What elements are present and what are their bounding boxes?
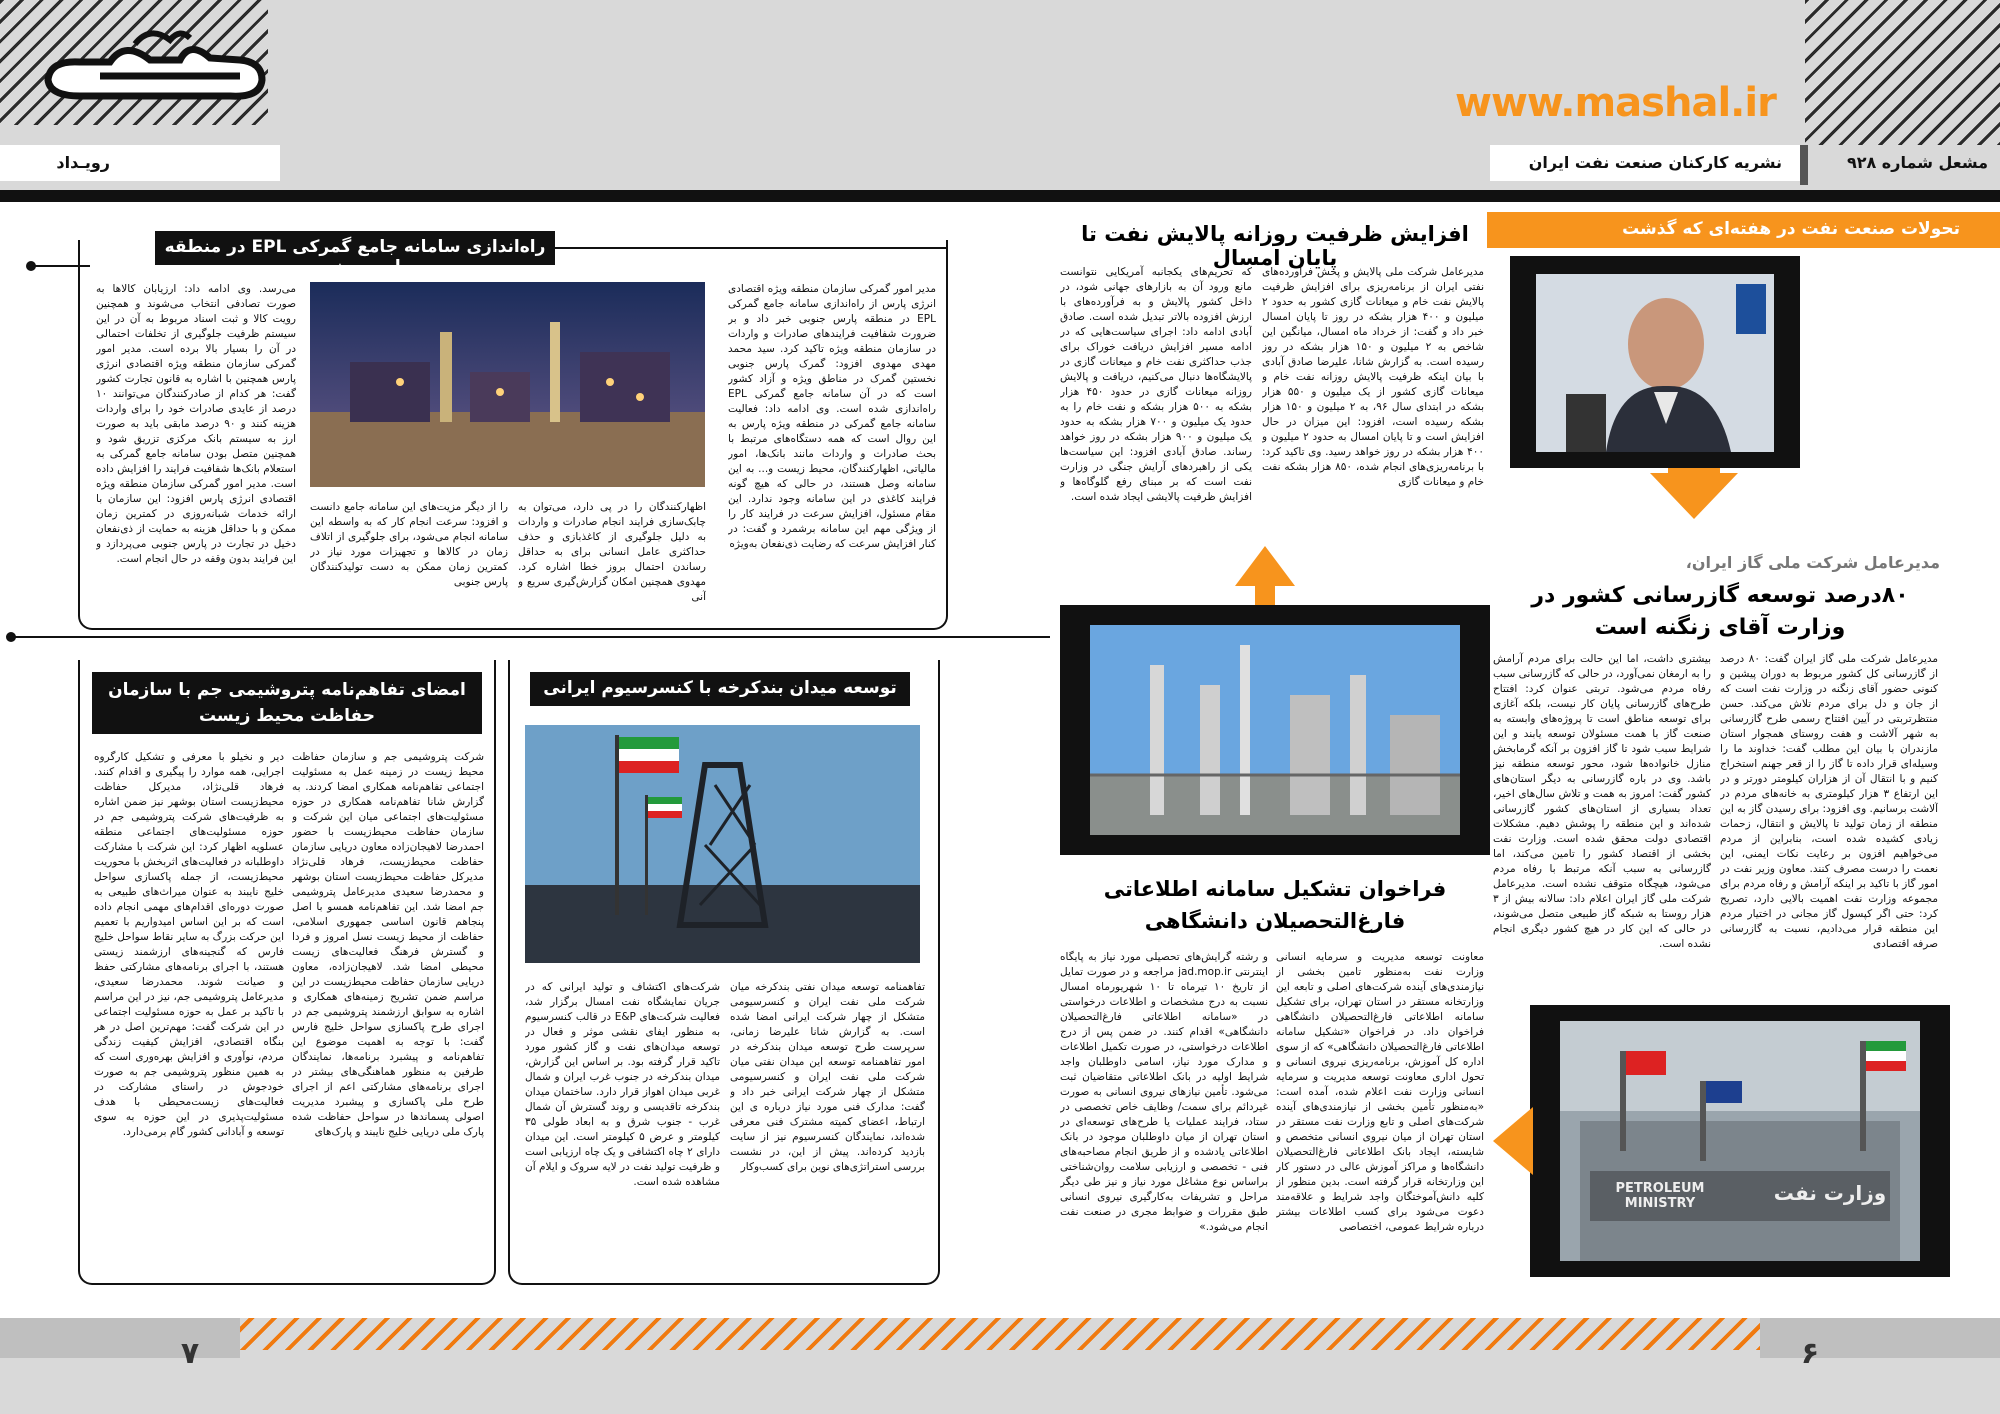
- epl-frame-dot: [26, 261, 36, 271]
- epl-photo: [310, 282, 705, 487]
- middle-rule: [10, 636, 1050, 638]
- epl-frame-rule-left: [30, 265, 90, 267]
- site-url[interactable]: www.mashal.ir: [1455, 80, 1776, 126]
- footer-band: [0, 1350, 2000, 1414]
- university-headline: فراخوان تشکیل سامانه اطلاعاتی فارغ‌التحصیلان دانشگاهی: [1103, 877, 1447, 933]
- ministry-sign-latin: PETROLEUM MINISTRY: [1615, 1181, 1705, 1211]
- ministry-building-photo: [1560, 1021, 1920, 1261]
- publication-name: نشریه کارکنان صنعت نفت ایران: [1490, 145, 1800, 181]
- gas-headline: ۸۰درصد توسعه گازرسانی کشور در وزارت آقای زنگنه است: [1531, 583, 1909, 640]
- jam-headline: امضای تفاهم‌نامه پتروشیمی جم با سازمان حفاظت محیط زیست: [92, 672, 482, 734]
- section-banner: [1487, 212, 2000, 248]
- arrow-down-icon: [1650, 473, 1738, 519]
- refinery-col-1: مدیرعامل شرکت ملی پالایش و پخش فرآورده‌های نفتی ایران از برنامه‌ریزی برای افزایش ظرفیت پالایش نفت خام و میعانات گازی کشور به حدود ۲ میلیون و ۴۰۰ هزار بشکه در روز تا پایان امسال خبر داد و گفت: از خرداد ماه امسال، میانگین این شاخص به ۲ میلیون و ۱۵۰ هزار بشکه در روز رسیده است. به گزارش شانا، علیرضا صادق آبادی با بیان اینکه ظرفیت پالایش روزانه نفت خام و میعانات گازی کشور از یک میلیون و ۵۵۰ هزار بشکه در ابتدای سال ۹۶، به ۲ میلیون و ۱۵۰ هزار بشکه رسیده است، افزود: این میزان در حال افزایش است و تا پایان امسال به حدود ۲ میلیون و ۴۰۰ هزار بشکه در روز خواهد رسید. وی تاکید کرد: با برنامه‌ریزی‌های انجام شده، ۸۵۰ هزار بشکه نفت خام و میعانات گازی: [1262, 266, 1484, 488]
- bandar-rig-photo: [525, 725, 920, 963]
- page-number-left: ۷: [180, 1336, 200, 1371]
- gas-ceo-photo: [1536, 274, 1774, 452]
- bandar-col-1: تفاهمنامه توسعه میدان نفتی بندکرخه میان شرکت ملی نفت ایران و کنسرسیومی متشکل از چهار شرکت ایرانی امضا شده است. به گزارش شانا علیرضا زمانی، سرپرست طرح توسعه میدان بندکرخه در امور تفاهمنامه توسعه این میدان نفتی میان شرکت ملی نفت ایران و کنسرسیومی متشکل از چهار شرکت ایرانی خبر داد و گفت: مدارک فنی مورد نیاز درباره ی این ارتباط، اعضای کمیته مشترک فنی معرفی شده‌اند، نمایندگان کنسرسیوم نیز از سایت بازدید کرده‌اند. پیش از این، در نشست بررسی استراتژی‌های نوین برای کسب‌وکار: [730, 981, 925, 1173]
- arrow-left-icon: [1493, 1107, 1533, 1175]
- jam-col-2: دیر و نخیلو با معرفی و تشکیل کارگروه اجرایی، همه موارد را پیگیری و اقدام کنند. فرهاد قلی‌نژاد، مدیرکل حفاظت محیط‌زیست استان بوشهر نیز ضمن اشاره به ظرفیت‌های شرکت پتروشیمی جم در حوزه مسئولیت‌های اجتماعی منطقه عسلویه اظهار کرد: این شرکت با مشارکت داوطلبانه در فعالیت‌های اثربخش با محوریت محیط‌زیست، از جمله پاکسازی سواحل خلیج نایبند به عنوان میراث‌های طبیعی به صورت دوره‌ای اقدام‌های مهمی انجام داده است که بر این اساس امیدواریم با تعمیم این حرکت بزرگ به سایر نقاط سواحل خلیج فارس که گنجینه‌های ارزشمند زیستی هستند، با اجرای برنامه‌های مشارکتی حفظ و صیانت شوند. محمدرضا سعیدی، مدیرعامل پتروشیمی جم، نیز در این مراسم با تاکید بر عمل به حوزه مسئولیت اجتماعی در این شرکت گفت: مهم‌ترین اصل در هر بنگاه اقتصادی، افزایش کیفیت زندگی مردم، نوآوری و افزایش بهره‌وری است که به همین منظور پتروشیمی جم به صورت خودجوش در راستای مشارکت در فعالیت‌های زیست‌محیطی با هدف مسئولیت‌پذیری در این حوزه به سوی توسعه و آبادانی کشور گام برمی‌دارد.: [94, 751, 284, 1138]
- gas-col-2: بیشتری داشت، اما این حالت برای مردم آرامش را به ارمغان نمی‌آورد، در حالی که گازرسانی سبب رفاه مردم می‌شود. تربتی عنوان کرد: افتتاح طرح‌های گازرسانی پایان کار نیست، بلکه آغازی برای توسعه مناطق است تا پروژه‌های وابسته به صنعت گاز با همت مسئولان توسعه یابند و این شرایط سبب شود تا گاز افزون بر آنکه گرمابخش منازل خانواده‌ها شود، محور توسعه منطقه نیز باشد. وی در باره گازرسانی به دیگر استان‌های کشور گفت: امروز به همت و تلاش سال‌های اخیر، تعداد بسیاری از استان‌های کشور گازرسانی شده‌اند و این منطقه را پوشش دهیم. مشکلات اقتصادی دولت محقق شده است. وزارت نفت بخشی از اقتصاد کشور را تامین می‌کند، اما گازرسانی به سبب آنکه مرتبط با رفاه مردم می‌شود، هیچگاه متوقف نشده است. مدیرعامل شرکت ملی گاز ایران اعلام داد: سالانه بیش از ۳ هزار روستا به شبکه گاز طبیعی متصل می‌شوند، در حالی که این کار در هیچ کشور دیگری انجام نشده است.: [1493, 653, 1711, 950]
- bandar-col-2: شرکت‌های اکتشاف و تولید ایرانی که در جریان نمایشگاه نفت امسال برگزار شد، فعالیت شرکت‌های E&P در قالب کنسرسیوم به منظور ایفای نقشی موثر و فعال در توسعه میدان‌های نفت و گاز کشور مورد تاکید قرار گرفته بود. بر اساس این گزارش، میدان بندکرخه در جنوب غرب ایران و شمال غربی میدان اهواز قرار دارد. ساختمان میدان بندکرخه تاقدیسی و روند گسترش آن شمال غرب - جنوب شرق و به ابعاد طولی ۳۵ کیلومتر و عرض ۵ کیلومتر است. این میدان دارای ۲ چاه اکتشافی و یک چاه ارزیابی است و ظرفیت تولید نفت در لایه سروک و ایلام آن مشاهده شده است.: [525, 981, 720, 1188]
- refinery-headline: افزایش ظرفیت روزانه پالایش نفت تا پایان امسال: [1081, 222, 1469, 270]
- issue-number: مشعل شماره ۹۲۸: [1846, 153, 1988, 172]
- university-col-1: معاونت توسعه مدیریت و سرمایه انسانی وزارت نفت به‌منظور تامین بخشی از نیازمندی‌های آینده شرکت‌های اصلی و تابعه این وزارتخانه مستقر در استان تهران، برای تشکیل سامانه اطلاعاتی فارغ‌التحصیلان دانشگاهی فراخوان داد. در فراخوان «تشکیل سامانه اطلاعاتی فارغ‌التحصیلان دانشگاهی» که از سوی اداره کل آموزش، برنامه‌ریزی نیروی انسانی و تحول اداری معاونت توسعه مدیریت و سرمایه انسانی وزارت نفت اعلام شده، آمده است: «به‌منظور تأمین بخشی از نیازمندی‌های آینده شرکت‌های اصلی و تابع وزارت نفت مستقر در استان تهران از میان نیروی انسانی متخصص و شایسته، ایجاد بانک اطلاعاتی فارغ‌التحصیلان دانشگاه‌ها و مراکز آموزش عالی در دستور کار این وزارتخانه قرار گرفته است. بدین منظور از کلیه دانش‌آموختگان واجد شرایط و علاقه‌مند دعوت می‌شود برای کسب اطلاعات بیشتر درباره شرایط عمومی، اختصاصی: [1276, 951, 1484, 1233]
- photo-frame-refinery: [1060, 605, 1490, 855]
- epl-col-1: مدیر امور گمرکی سازمان منطقه ویژه اقتصادی انرژی پارس از راه‌اندازی سامانه جامع گمرکی EPL در منطقه پارس جنوبی خبر داد و بر ضرورت شفافیت فرایندهای صادرات و واردات در سازمان منطقه ویژه تاکید کرد. سید محمد مهدی مهدوی افزود: گمرک پارس جنوبی نخستین گمرک در مناطق ویژه و آزاد کشور است که در آن سامانه جامع گمرکی EPL راه‌اندازی شده است. وی ادامه داد: فعالیت سامانه جامع گمرکی در منطقه ویژه پارس به این روال است که همه دستگاه‌های مرتبط با بحث صادرات و واردات مانند بانک‌ها، امور مالیاتی، اظهارکنندگان، محیط زیست و... به این سامانه وصل هستند، در حالی که هیچ گونه فرایند کاغذی در این سامانه وجود ندارد. این مقام مسئول، افزایش سرعت در فرایند کار را از ویژگی مهم این سامانه برشمرد و گفت: در کنار افزایش سرعت که رضایت ذی‌نفعان به‌ویژه: [728, 283, 936, 550]
- arrow-up-stem: [1255, 584, 1275, 606]
- header-hatch-right: [1805, 0, 2000, 145]
- refinery-col-2: که تحریم‌های یکجانبه آمریکایی نتوانست مانع ورود آن به بازارهای جهانی شود، در داخل کشور پالایش و به فرآورده‌های با ارزش افزوده بالاتر تبدیل شده است. صادق آبادی ادامه داد: اجرای سیاست‌هایی که در ادامه مسیر افزایش دریافت خوراک برای جذب حداکثری نفت خام و میعانات گازی در پالایشگاه‌ها دنبال می‌کنیم، دریافت و پالایش روزانه میعانات گازی در حدود ۴۵۰ هزار بشکه به ۵۰۰ هزار بشکه و نفت خام را به حدود یک میلیون و ۷۰۰ هزار بشکه به حدود یک میلیون و ۹۰۰ هزار بشکه در روز خواهد رساند. صادق آبادی افزود: این سیاست‌ها یکی از راهبردهای آرایش جنگی در وزارت نفت است که بر مبنای رفع گلوگاه‌ها و افزایش ظرفیت پالایشی ایجاد شده است.: [1060, 266, 1252, 503]
- photo-frame-gas: [1510, 256, 1800, 468]
- photo-frame-ministry: [1530, 1005, 1950, 1277]
- refinery-photo: [1090, 625, 1460, 835]
- ministry-sign-text: وزارت نفت: [1773, 1181, 1887, 1205]
- epl-headline-rule: [555, 247, 948, 249]
- epl-col-4: می‌رسد. وی ادامه داد: ارزیابان کالاها به صورت تصادفی انتخاب می‌شوند و همچنین رویت کالا و ثبت اسناد مربوط به آن در این سیستم ظرفیت جلوگیری از تخلفات احتمالی در آن را بسیار بالا برده است. مدیر امور گمرکی سازمان منطقه ویژه اقتصادی انرژی پارس همچنین با اشاره به قانون تجارت کشور گفت: هر کدام از صادرکنندگان می‌توانند ۱۰ درصد از عایدی صادرات خود را برای واردات هزینه کنند و ۹۰ درصد مابقی باید به صورت ارز به سیستم بانک مرکزی تزریق شود و همچنین متصل بودن سامانه جامع گمرکی به استعلام بانک‌ها شفافیت فرایند را افزایش داده است. مدیر امور گمرکی سازمان منطقه ویژه اقتصادی انرژی پارس افزود: این سازمان با ارائه خدمات شبانه‌روزی در کمترین زمان ممکن و با حداقل هزینه به حمایت از ذی‌نفعان دخیل در تجارت در پارس جنوبی می‌پردازد و این فرایند بدون وقفه در حال انجام است.: [96, 283, 296, 565]
- header-rule: [0, 190, 2000, 202]
- section-label: رویـداد: [0, 145, 280, 181]
- jam-col-1: شرکت پتروشیمی جم و سازمان حفاظت محیط زیست در زمینه عمل به مسئولیت اجتماعی تفاهم‌نامه همکاری امضا کردند. به گزارش شانا تفاهم‌نامه همکاری در حوزه مسئولیت‌های اجتماعی میان این شرکت و سازمان حفاظت محیط‌زیست با حضور احمدرضا لاهیجان‌زاده معاون دریایی سازمان حفاظت محیط‌زیست، فرهاد قلی‌نژاد مدیرکل حفاظت محیط‌زیست استان بوشهر و محمدرضا سعیدی مدیرعامل پتروشیمی جم امضا شد. این تفاهم‌نامه همسو با اصل پنجاهم قانون اساسی جمهوری اسلامی، حفاظت از محیط زیست نسل امروز و فردا و گسترش فرهنگ فعالیت‌های زیست محیطی امضا شد. لاهیجان‌زاده، معاون دریایی سازمان حفاظت محیط‌زیست در این مراسم ضمن تشریح زمینه‌های همکاری و اشاره به سوابق ارزشمند پتروشیمی جم در اجرای طرح پاکسازی سواحل خلیج فارس گفت: با توجه به اهمیت موضوع این تفاهم‌نامه و پیشبرد برنامه‌ها، نمایندگان طرفین به منظور هماهنگی‌های بیشتر در اجرای برنامه‌های مشارکتی اعم از اجرای طرح ملی پاکسازی و پیشبرد مدیریت اصولی پسماندها در سواحل حفاظت شده پارک ملی دریایی خلیج نایبند و پارک‌های: [292, 751, 484, 1138]
- epl-col-2: اظهارکنندگان را در پی دارد، می‌توان به چابک‌سازی فرایند انجام صادرات و واردات به دلیل جلوگیری از کاغذبازی و حذف حداکثری عامل انسانی برای به حداقل رساندن احتمال بروز خطا اشاره کرد. مهدوی همچنین امکان گزارش‌گیری سریع و آنی: [518, 501, 706, 603]
- mashal-logo: [40, 20, 270, 110]
- arrow-up-icon: [1235, 546, 1295, 586]
- middle-rule-dot: [6, 632, 16, 642]
- header-divider: [1800, 145, 1808, 185]
- bandar-headline: توسعه میدان بندکرخه با کنسرسیوم ایرانی: [530, 672, 910, 706]
- footer-hatch: [0, 1318, 2000, 1350]
- epl-col-3: را از دیگر مزیت‌های این سامانه جامع دانست و افزود: سرعت انجام کار که به واسطه این سامانه انجام می‌شود، برای جلوگیری از اتلاف زمان در کالاها و تجهیزات مورد نیاز در کمترین زمان ممکن به دست تولیدکنندگان پارس جنوبی: [310, 501, 508, 588]
- epl-headline: راه‌اندازی سامانه جامع گمرکی EPL در منطقه پارس جنوبی: [155, 231, 555, 265]
- page-number-right: ۶: [1800, 1336, 1820, 1371]
- gas-kicker: مدیرعامل شرکت ملی گاز ایران،: [1685, 553, 1940, 572]
- gas-col-1: مدیرعامل شرکت ملی گاز ایران گفت: ۸۰ درصد از گازرسانی کل کشور مربوط به دوران پیشین و کنونی حضور آقای زنگنه در وزارت نفت است که از جان و دل برای مردم تلاش می‌کند. حسن منتظرتربتی در آیین افتتاح رسمی طرح گازرسانی به شهر آلاشت و هفت روستای همجوار استان مازندران با بیان این مطلب گفت: خداوند ما را وسیله‌ای قرار داده تا گاز را از قعر جهنم استخراج کنیم و با انتقال آن از هزاران کیلومتر دورتر و در این ارتفاع ۳ هزار کیلومتری به خانه‌های مردم در آلاشت برسانیم. وی افزود: برای رسیدن گاز به این منطقه از زمان تولید تا پالایش و انتقال، زحمات زیادی کشیده شده است، بنابراین از مردم می‌خواهیم افزون بر رعایت نکات ایمنی، این نعمت را درست مصرف کنند. معاون وزیر نفت در امور گاز با تاکید بر اینکه آرامش و رفاه مردم برای مجموعه وزارت نفت اهمیت بالایی دارد، تصریح کرد: حتی اگر کپسول گاز مجانی در اختیار مردم این منطقه قرار می‌دادیم، نسبت به گازرسانی صرفه اقتصادی: [1720, 653, 1938, 950]
- university-col-2: و رشته گرایش‌های تحصیلی مورد نیاز به پایگاه اینترنتی jad.mop.ir مراجعه و در صورت تمایل از تاریخ ۱۰ تیرماه تا ۱۰ شهریورماه امسال نسبت به درج مشخصات و اطلاعات درخواستی در «سامانه اطلاعاتی فارغ‌التحصیلان دانشگاهی» اقدام کنند. در ضمن پس از درج اطلاعات درخواستی، در صورت تکمیل اطلاعات و مدارک مورد نیاز، اسامی داوطلبان واجد شرایط اولیه در بانک اطلاعاتی متقاضیان ثبت می‌شود. تأمین نیازهای نیروی انسانی به صورت غیردائم برای سمت/ وظایف خاص تخصصی در ستاد، فرایند عملیات یا طرح‌های توسعه‌ای در استان تهران از میان داوطلبان موجود در بانک اطلاعاتی یادشده و از طریق انجام مصاحبه‌های فنی - تخصصی و ارزیابی سلامت روان‌شناختی براساس نوع مشاغل مورد نیاز و نیز طی دیگر مراحل و تشریفات به‌کارگیری نیروی انسانی طبق مقررات و ضوابط مجری در صنعت نفت انجام می‌شود.»: [1060, 951, 1268, 1233]
- arrow-stem: [1668, 468, 1720, 478]
- section-banner-text: تحولات صنعت نفت در هفته‌ای که گذشت: [1622, 219, 1960, 239]
